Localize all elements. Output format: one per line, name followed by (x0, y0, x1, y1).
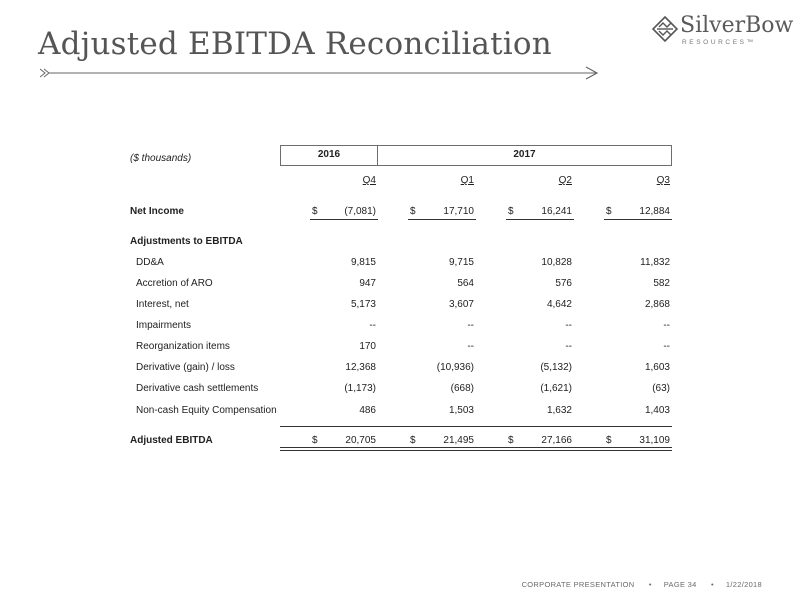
adjustment-value: 3,607 (448, 299, 474, 310)
currency-symbol: $ (606, 435, 612, 446)
adjustment-value: -- (467, 320, 474, 331)
page-title: Adjusted EBITDA Reconciliation (38, 26, 552, 62)
adjustment-value: 1,632 (546, 405, 572, 416)
quarter-header: Q1 (460, 175, 474, 186)
adjustment-value: 170 (359, 341, 376, 352)
adjustment-label: Derivative cash settlements (136, 383, 259, 394)
adjustment-value: (63) (652, 383, 670, 394)
units-label: ($ thousands) (130, 153, 192, 164)
currency-symbol: $ (410, 206, 416, 217)
adjustment-value: (668) (450, 383, 474, 394)
logo-wordmark: SilverBow (680, 13, 794, 38)
adjustment-value: (1,173) (344, 383, 376, 394)
total-top-rule (280, 426, 672, 427)
adjustment-value: 1,503 (448, 405, 474, 416)
adjustment-value: 576 (555, 278, 572, 289)
adjusted-ebitda-label: Adjusted EBITDA (130, 435, 213, 446)
adjustment-value: -- (565, 320, 572, 331)
currency-symbol: $ (508, 206, 514, 217)
net-income-value: 12,884 (639, 206, 670, 217)
adjustment-value: 9,815 (350, 257, 376, 268)
adjustment-label: Interest, net (136, 299, 189, 310)
quarter-header: Q3 (656, 175, 670, 186)
adjustments-heading: Adjustments to EBITDA (130, 236, 243, 247)
adjustment-value: 12,368 (345, 362, 376, 373)
total-double-underline (280, 447, 672, 451)
quarter-header: Q2 (558, 175, 572, 186)
adjusted-ebitda-value: 21,495 (443, 435, 474, 446)
currency-symbol: $ (410, 435, 416, 446)
adjustment-value: -- (663, 341, 670, 352)
adjustment-value: -- (663, 320, 670, 331)
adjustment-value: 582 (653, 278, 670, 289)
adjustment-value: 4,642 (546, 299, 572, 310)
adjustment-value: (1,621) (540, 383, 572, 394)
footer-separator: • (710, 580, 714, 589)
adjustment-value: 1,403 (644, 405, 670, 416)
adjustment-value: -- (369, 320, 376, 331)
adjustment-value: 1,603 (644, 362, 670, 373)
footer-section: CORPORATE PRESENTATION (521, 580, 635, 589)
adjustment-label: Accretion of ARO (136, 278, 213, 289)
title-arrow-icon (40, 66, 600, 80)
adjustment-value: 10,828 (541, 257, 572, 268)
footer-date: 1/22/2018 (725, 580, 762, 589)
adjustment-value: 947 (359, 278, 376, 289)
currency-symbol: $ (312, 435, 318, 446)
currency-symbol: $ (508, 435, 514, 446)
net-income-underline (310, 219, 378, 220)
net-income-underline (506, 219, 574, 220)
company-logo (652, 14, 792, 50)
year-2017-header: 2017 (377, 145, 672, 166)
net-income-value: 17,710 (443, 206, 474, 217)
net-income-underline (408, 219, 476, 220)
adjusted-ebitda-value: 20,705 (345, 435, 376, 446)
year-2016-header: 2016 (280, 145, 378, 166)
adjustment-label: Derivative (gain) / loss (136, 362, 235, 373)
adjusted-ebitda-value: 31,109 (639, 435, 670, 446)
net-income-value: (7,081) (344, 206, 376, 217)
slide-footer (514, 580, 762, 589)
net-income-value: 16,241 (541, 206, 572, 217)
footer-separator: • (648, 580, 652, 589)
adjustment-value: 564 (457, 278, 474, 289)
logo-mark-icon (652, 16, 678, 42)
net-income-underline (604, 219, 672, 220)
adjustment-value: 2,868 (644, 299, 670, 310)
adjustment-value: (5,132) (540, 362, 572, 373)
quarter-header: Q4 (362, 175, 376, 186)
footer-page: PAGE 34 (663, 580, 697, 589)
adjustment-label: Non-cash Equity Compensation (136, 405, 277, 416)
logo-subtitle: RESOURCES™ (682, 39, 756, 46)
currency-symbol: $ (606, 206, 612, 217)
currency-symbol: $ (312, 206, 318, 217)
adjustment-value: 5,173 (350, 299, 376, 310)
adjustment-label: Impairments (136, 320, 192, 331)
adjustment-value: 486 (359, 405, 376, 416)
adjustment-value: 9,715 (448, 257, 474, 268)
adjustment-label: Reorganization items (136, 341, 230, 352)
adjusted-ebitda-value: 27,166 (541, 435, 572, 446)
adjustment-value: -- (565, 341, 572, 352)
adjustment-label: DD&A (136, 257, 164, 268)
adjustment-value: -- (467, 341, 474, 352)
adjustment-value: (10,936) (436, 362, 474, 373)
adjustment-value: 11,832 (640, 257, 670, 268)
net-income-label: Net Income (130, 206, 184, 217)
